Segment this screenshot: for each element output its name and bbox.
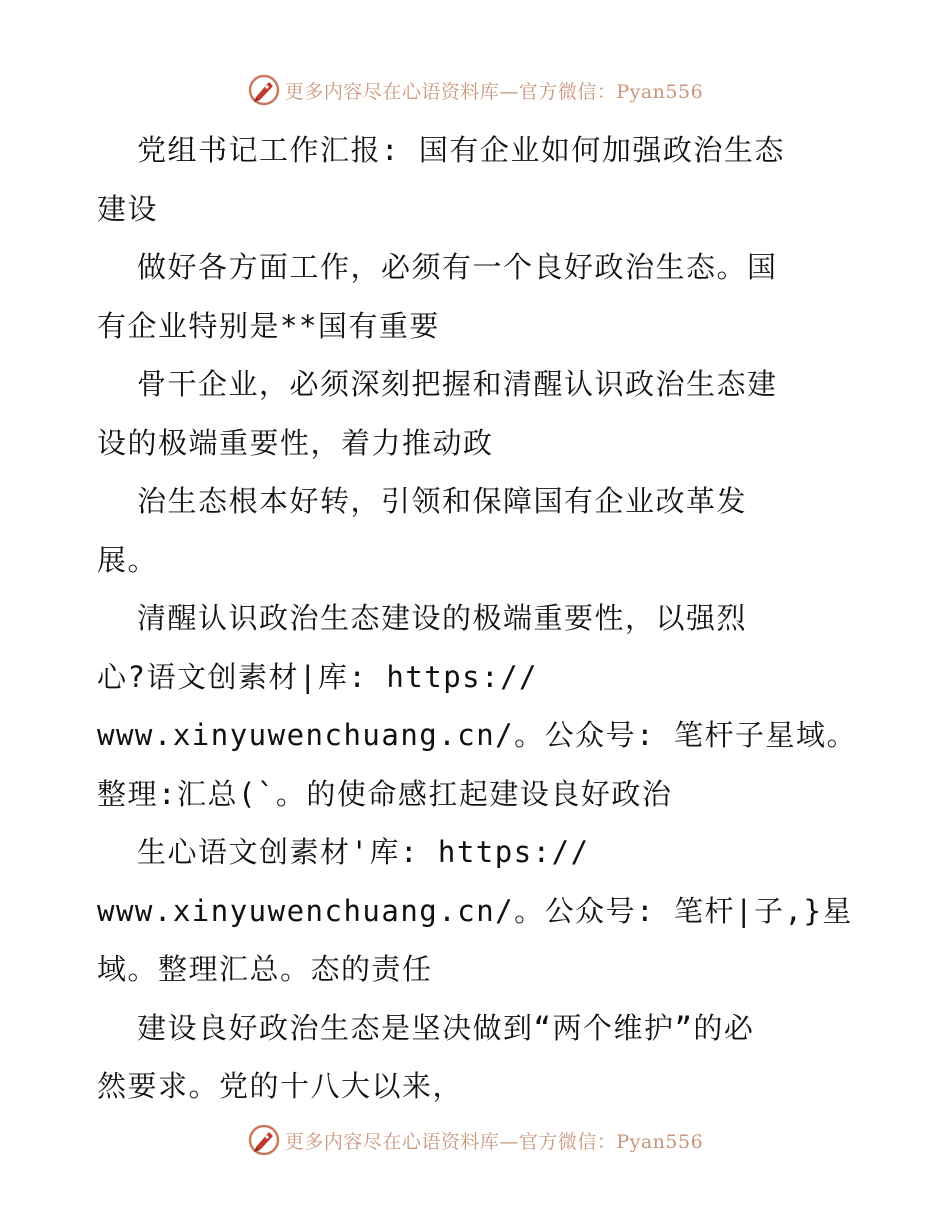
text-line: 建设 [97, 191, 159, 226]
watermark-text: 更多内容尽在心语资料库—官方微信：Pyan556 [284, 1130, 704, 1153]
text-line: www.xinyuwenchuang.cn/。公众号: 笔杆|子,}星 [97, 893, 853, 928]
text-line: 心?语文创素材|库: https:// [97, 659, 539, 694]
watermark-text: 更多内容尽在心语资料库—官方微信：Pyan556 [284, 80, 704, 103]
pen-nib-logo-icon [247, 73, 281, 107]
text-line: 有企业特别是**国有重要 [97, 308, 440, 343]
text-line: 建设良好政治生态是坚决做到“两个维护”的必 [137, 1010, 755, 1045]
text-line: 设的极端重要性，着力推动政 [97, 425, 494, 460]
text-line: 骨干企业，必须深刻把握和清醒认识政治生态建 [137, 367, 778, 401]
text-line: www.xinyuwenchuang.cn/。公众号: 笔杆子星域。 [97, 718, 858, 752]
text-line: 做好各方面工作，必须有一个良好政治生态。国 [137, 250, 778, 284]
footer-watermark [0, 1120, 950, 1160]
text-line: 党组书记工作汇报: 国有企业如何加强政治生态 [137, 133, 785, 167]
text-line: 整理:汇总(`。的使命感扛起建设良好政治 [97, 776, 673, 811]
text-line: 治生态根本好转，引领和保障国有企业改革发 [137, 484, 748, 518]
text-line: 域。整理汇总。态的责任 [97, 952, 433, 986]
document-body [97, 121, 867, 1116]
text-line: 清醒认识政治生态建设的极端重要性，以强烈 [137, 601, 748, 635]
text-line: 然要求。党的十八大以来， [97, 1069, 464, 1103]
pen-nib-logo-icon [247, 1123, 281, 1157]
text-line: 展。 [97, 542, 159, 577]
header-watermark [0, 70, 950, 110]
text-line: 生心语文创素材'库: https:// [137, 835, 590, 869]
